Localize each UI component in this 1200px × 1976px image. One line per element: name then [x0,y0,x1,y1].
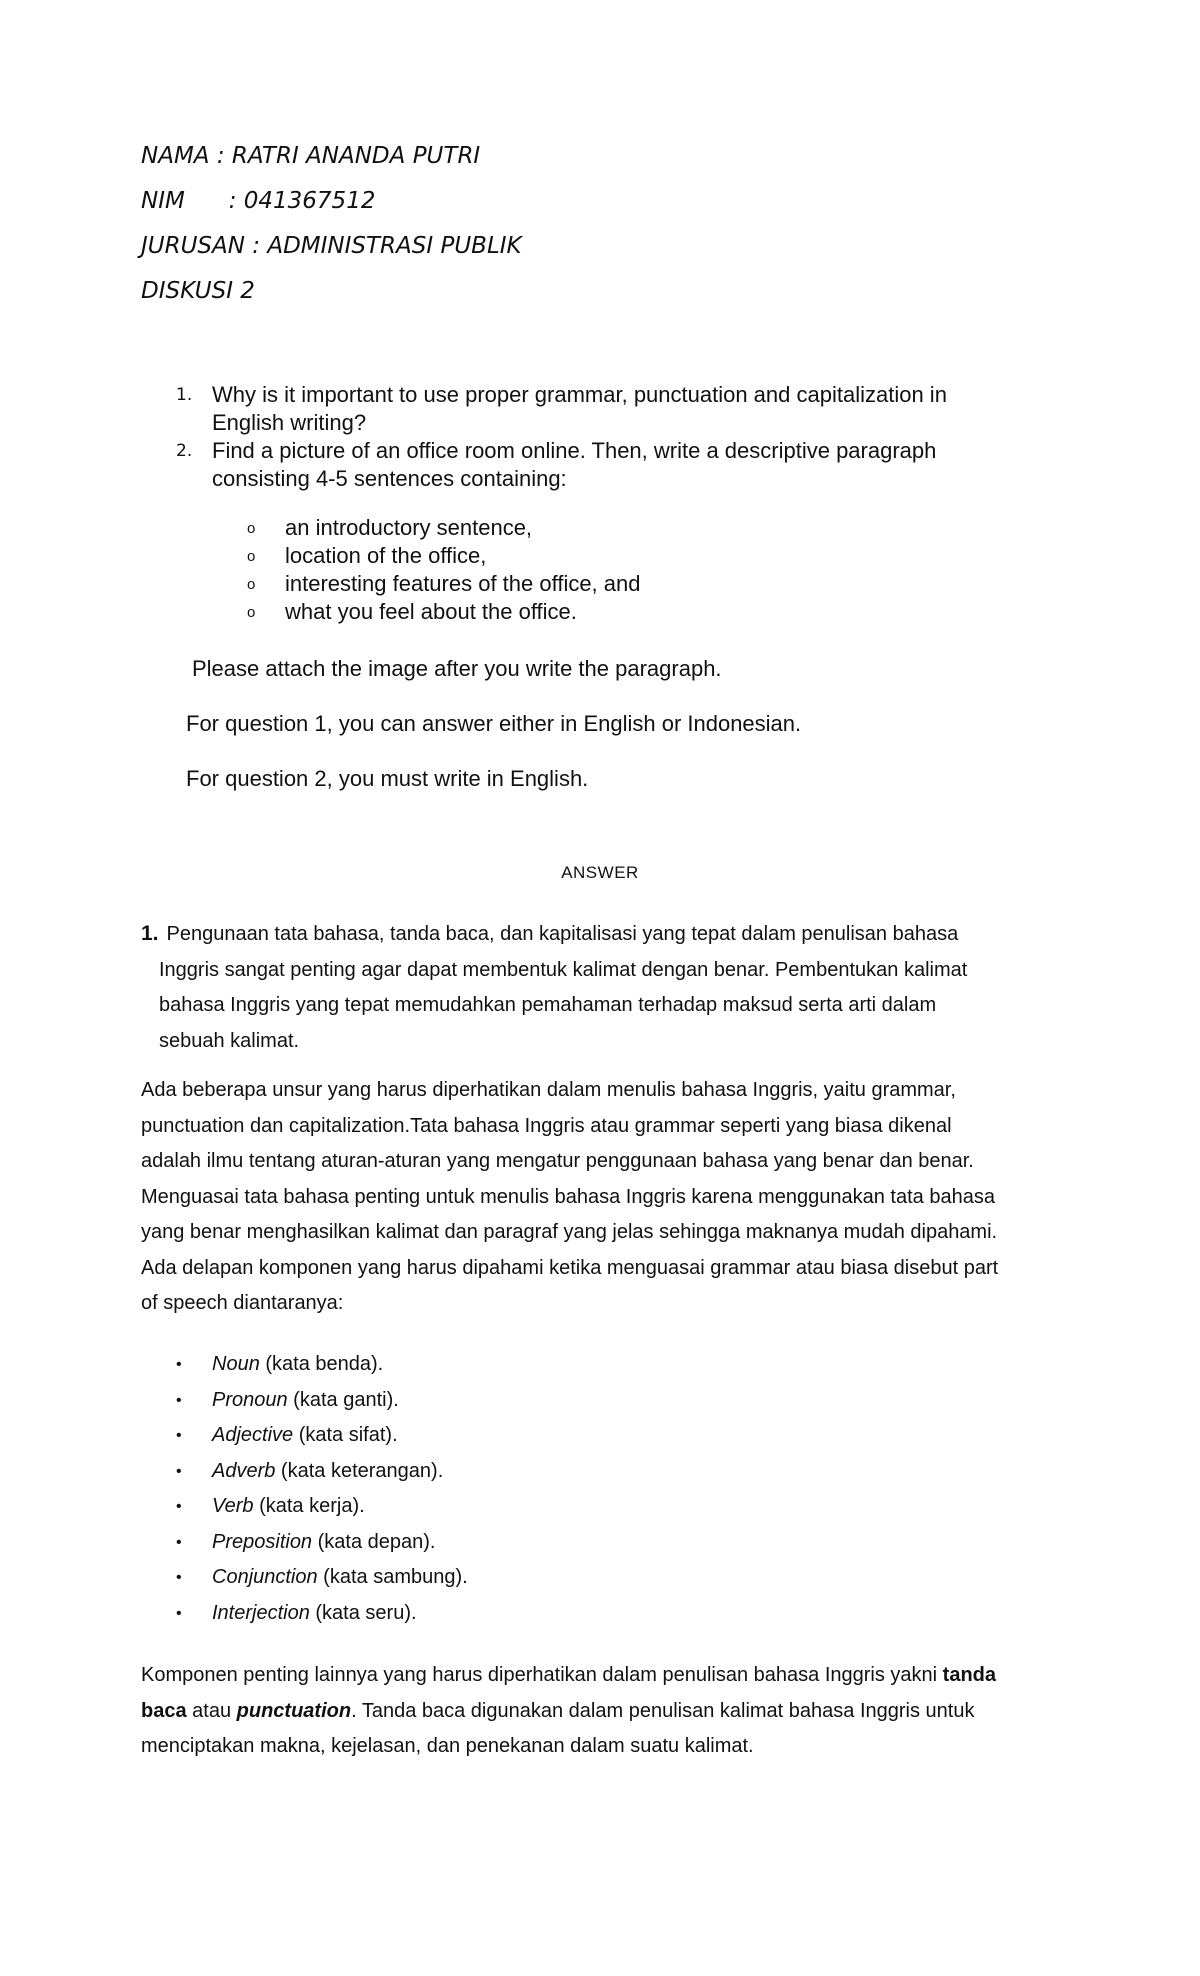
bullet-icon: • [176,1533,182,1551]
bullet-icon: • [176,1391,182,1409]
list-item: • Preposition (kata depan). [176,1525,468,1561]
parts-of-speech-list [176,1347,468,1631]
question-number: 1. [176,385,193,405]
question-text-line: English writing? [212,410,367,435]
question-2 [176,437,1056,493]
note-question-2-language: For question 2, you must write in English. [186,766,589,791]
circle-bullet-icon: o [247,548,256,565]
student-name: NAMA : RATRI ANANDA PUTRI [141,143,481,169]
bullet-icon: • [176,1498,182,1515]
list-item: • Conjunction (kata sambung). [176,1560,468,1596]
punctuation-paragraph: Komponen penting lainnya yang harus diperhatikan dalam penulisan bahasa Inggris yakni tanda baca atau punctuation. Tanda baca digunakan dalam penulisan kalimat bahasa Inggris untuk menciptakan makna, kejelasan, dan penekanan dalam suatu kalimat. [141,1664,996,1757]
list-item: o what you feel about the office. [247,598,641,626]
list-item: • Interjection (kata seru). [176,1596,468,1632]
list-item: o location of the office, [247,542,641,570]
answer-number: 1. [141,922,159,945]
list-item: o an introductory sentence, [247,514,641,542]
question-text-line: Find a picture of an office room online. Then, write a descriptive paragraph [212,438,937,463]
question-text-line: consisting 4-5 sentences containing: [212,466,567,491]
list-item: • Pronoun (kata ganti). [176,1383,468,1419]
list-item: • Verb (kata kerja). [176,1489,468,1525]
question-text-line: Why is it important to use proper grammar, punctuation and capitalization in [212,382,947,407]
circle-bullet-icon: o [247,604,256,621]
circle-bullet-icon: o [247,520,256,537]
student-nim: NIM : 041367512 [141,188,376,214]
question-1 [176,381,1056,437]
bullet-icon: • [176,1462,182,1480]
bullet-icon: • [176,1427,182,1444]
discussion-number: DISKUSI 2 [141,278,255,304]
note-attach-image: Please attach the image after you write the paragraph. [192,656,722,681]
note-question-1-language: For question 1, you can answer either in English or Indonesian. [186,711,802,736]
bullet-icon: • [176,1604,182,1622]
list-item: • Adverb (kata keterangan). [176,1454,468,1490]
list-item: • Adjective (kata sifat). [176,1418,468,1454]
question-list [176,381,1056,493]
question-2-requirements [247,514,641,626]
bullet-icon: • [176,1569,182,1586]
answer-1-paragraph: 1. Pengunaan tata bahasa, tanda baca, dan kapitalisasi yang tepat dalam penulisan bahasa Inggris sangat penting agar dapat membentuk kalimat dengan benar. Pembentukan kalimat bahasa Inggris yang tepat memudahkan pemahaman terhadap maksud serta arti dalam sebuah kalimat. [141,922,968,1052]
question-number: 2. [176,441,193,461]
list-item: • Noun (kata benda). [176,1347,468,1383]
list-item: o interesting features of the office, and [247,570,641,598]
student-major: JURUSAN : ADMINISTRASI PUBLIK [141,233,522,259]
bullet-icon: • [176,1356,182,1373]
answer-heading: ANSWER [561,863,639,882]
circle-bullet-icon: o [247,576,256,593]
grammar-paragraph: Ada beberapa unsur yang harus diperhatikan dalam menulis bahasa Inggris, yaitu grammar, punctuation dan capitalization.Tata bahasa Inggris atau grammar seperti yang biasa dikenal adalah ilmu tentang aturan-aturan yang mengatur penggunaan bahasa yang benar dan benar. Menguasai tata bahasa penting untuk menulis bahasa Inggris karena menggunakan tata bahasa yang benar menghasilkan kalimat dan paragraf yang jelas sehingga maknanya mudah dipahami. Ada delapan komponen yang harus dipahami ketika menguasai grammar atau biasa disebut part of speech diantaranya: [141,1079,999,1314]
